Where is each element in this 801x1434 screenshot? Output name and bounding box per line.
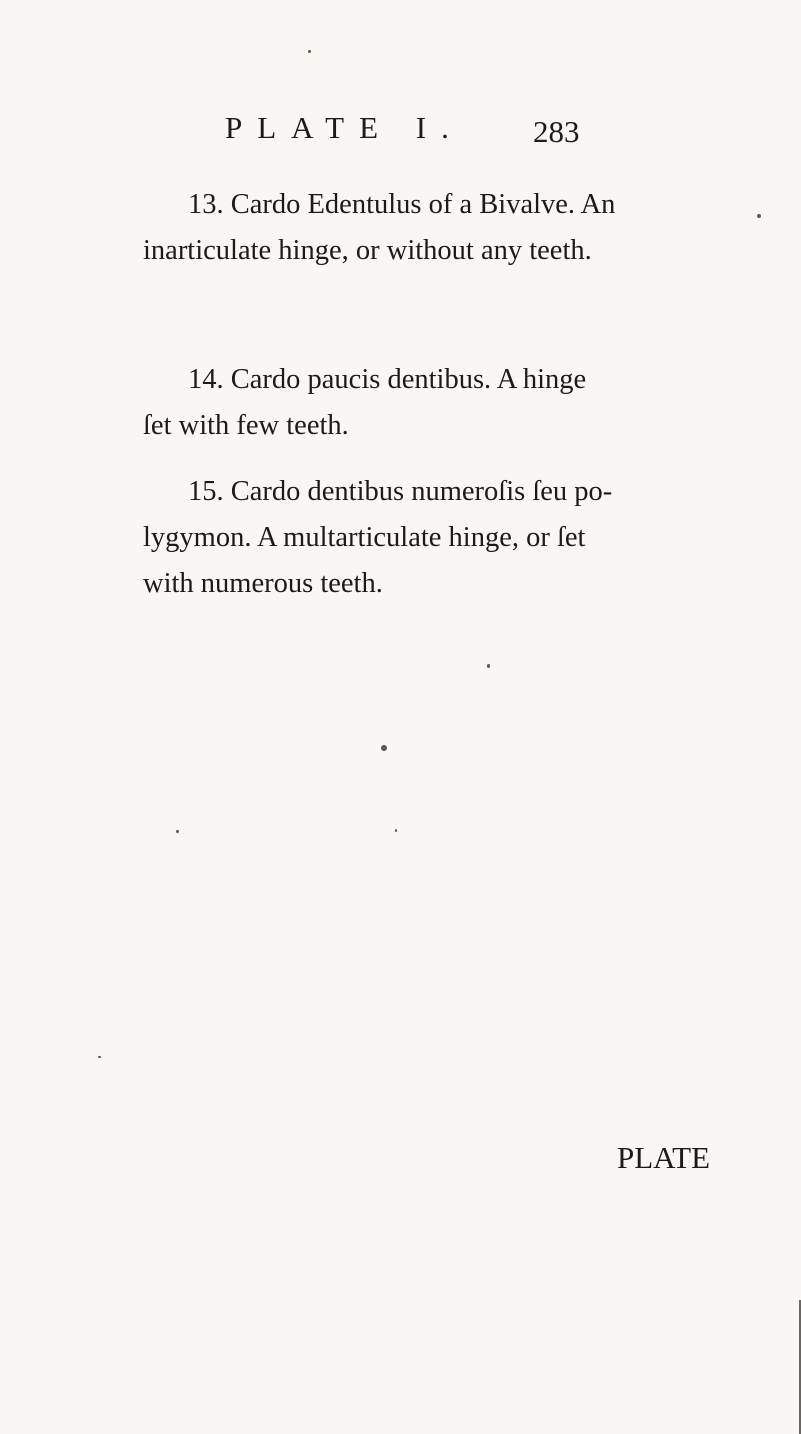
entry-line: 13. Cardo Edentulus of a Bivalve. An	[188, 189, 616, 220]
entry-line: with numerous teeth.	[143, 568, 383, 599]
entry-line: ſet with few teeth.	[143, 410, 349, 441]
paper-speck	[308, 50, 311, 53]
entry-line: 14. Cardo paucis dentibus. A hinge	[188, 364, 587, 395]
paper-speck	[176, 830, 179, 833]
entry-line: lygymon. A multarticulate hinge, or ſet	[143, 522, 586, 553]
paper-speck	[381, 745, 387, 751]
entry-line: inarticulate hinge, or without any teeth.	[143, 235, 592, 266]
entry-line: 15. Cardo dentibus numeroſis ſeu po-	[188, 476, 613, 507]
paper-speck	[98, 1056, 101, 1058]
paper-speck	[757, 214, 761, 218]
plate-title: PLATE I.	[225, 110, 464, 145]
page-number: 283	[533, 114, 580, 149]
catchword: PLATE	[617, 1140, 710, 1175]
paper-speck	[487, 664, 490, 668]
paper-speck	[395, 829, 397, 832]
running-head	[0, 108, 801, 148]
